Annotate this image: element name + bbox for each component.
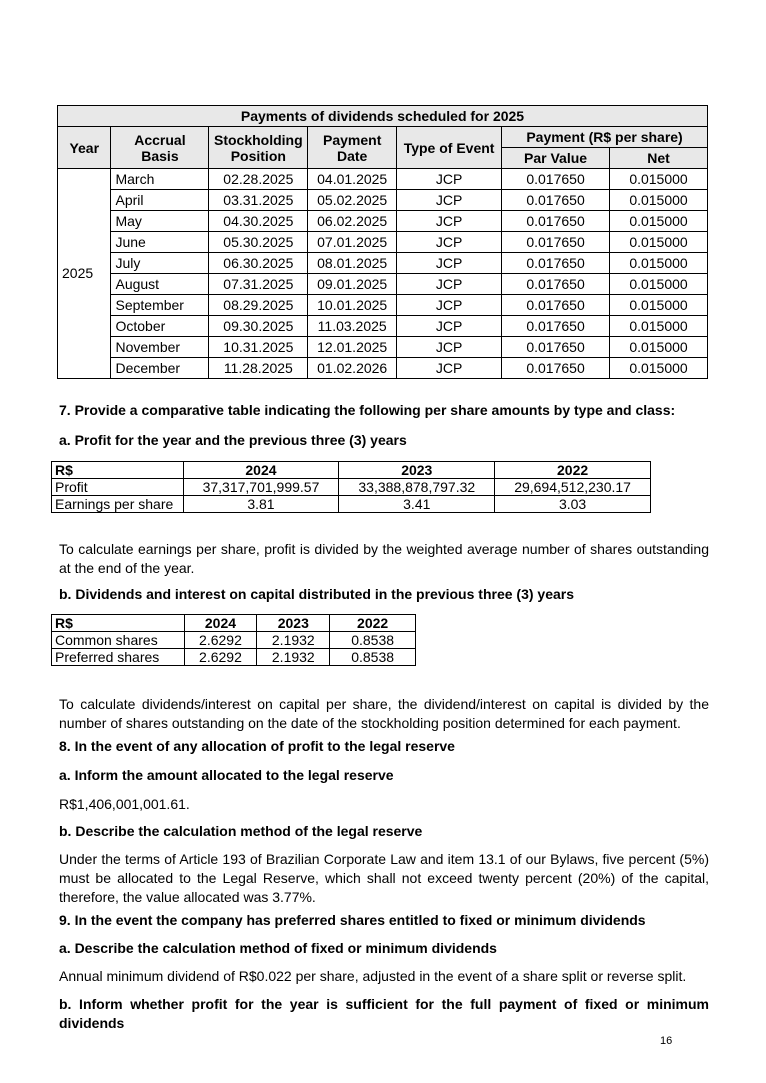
stockholding-position: 10.31.2025 — [209, 337, 308, 358]
table-row — [58, 211, 708, 232]
minimum-dividend-method: Annual minimum dividend of R$0.022 per share, adjusted in the event of a share split or reverse split. — [59, 968, 687, 984]
payment-date: 08.01.2025 — [308, 253, 397, 274]
stockholding-position: 05.30.2025 — [209, 232, 308, 253]
cell: 2.1932 — [257, 632, 330, 649]
table-row — [58, 358, 708, 379]
page-number: 16 — [660, 1035, 673, 1047]
header-par-value: Par Value — [502, 148, 610, 169]
event-type: JCP — [397, 316, 502, 337]
profit-table-header: 2024 — [183, 462, 339, 479]
dividends-table-header: R$ — [52, 615, 185, 632]
par-value: 0.017650 — [502, 316, 610, 337]
section-7b-note: To calculate dividends/interest on capital per share, the dividend/interest on capital is divided by the number of shares outstanding on the date of the stockholding position determined for each payment. — [59, 696, 709, 731]
par-value: 0.017650 — [502, 211, 610, 232]
stockholding-position: 07.31.2025 — [209, 274, 308, 295]
cell: 3.81 — [183, 496, 339, 513]
section-8a-heading: a. Inform the amount allocated to the legal reserve — [59, 767, 394, 783]
payment-date: 04.01.2025 — [308, 169, 397, 190]
section-8b-heading: b. Describe the calculation method of the legal reserve — [59, 823, 423, 839]
net-value: 0.015000 — [610, 274, 708, 295]
stockholding-position: 09.30.2025 — [209, 316, 308, 337]
section-7-heading: 7. Provide a comparative table indicating the following per share amounts by type and class: — [59, 402, 676, 418]
net-value: 0.015000 — [610, 316, 708, 337]
section-9b-heading: b. Inform whether profit for the year is sufficient for the full payment of fixed or minimum dividends — [59, 996, 709, 1031]
net-value: 0.015000 — [610, 295, 708, 316]
table-row — [58, 169, 708, 190]
cell: 37,317,701,999.57 — [183, 479, 339, 496]
row-label: Profit — [52, 479, 184, 496]
dividends-table-header: 2024 — [184, 615, 257, 632]
table-row — [58, 274, 708, 295]
par-value: 0.017650 — [502, 169, 610, 190]
accrual-month: May — [111, 211, 209, 232]
event-type: JCP — [397, 169, 502, 190]
stockholding-position: 02.28.2025 — [209, 169, 308, 190]
section-7a-note: To calculate earnings per share, profit is divided by the weighted average number of shares outstanding at the end of the year. — [59, 541, 709, 576]
accrual-month: March — [111, 169, 209, 190]
schedule-body — [58, 169, 708, 379]
par-value: 0.017650 — [502, 190, 610, 211]
payment-date: 10.01.2025 — [308, 295, 397, 316]
par-value: 0.017650 — [502, 253, 610, 274]
stockholding-position: 06.30.2025 — [209, 253, 308, 274]
row-label: Earnings per share — [52, 496, 184, 513]
table-row — [58, 253, 708, 274]
dividends-table-header: 2023 — [257, 615, 330, 632]
accrual-month: June — [111, 232, 209, 253]
row-label: Preferred shares — [52, 649, 185, 666]
cell: 0.8538 — [330, 632, 416, 649]
cell: 2.1932 — [257, 649, 330, 666]
section-8-heading: 8. In the event of any allocation of profit to the legal reserve — [59, 738, 455, 754]
table-row — [52, 479, 651, 496]
table-row — [58, 232, 708, 253]
cell: 0.8538 — [330, 649, 416, 666]
event-type: JCP — [397, 253, 502, 274]
profit-table — [51, 461, 651, 513]
dividends-per-share-table — [51, 614, 416, 666]
payment-date: 09.01.2025 — [308, 274, 397, 295]
dividends-schedule-table — [57, 105, 708, 379]
cell: 33,388,878,797.32 — [339, 479, 495, 496]
par-value: 0.017650 — [502, 358, 610, 379]
par-value: 0.017650 — [502, 274, 610, 295]
accrual-month: October — [111, 316, 209, 337]
payment-date: 06.02.2025 — [308, 211, 397, 232]
section-9-heading: 9. In the event the company has preferred shares entitled to fixed or minimum dividends — [59, 912, 646, 928]
legal-reserve-amount: R$1,406,001,001.61. — [59, 796, 190, 812]
stockholding-position: 04.30.2025 — [209, 211, 308, 232]
accrual-month: August — [111, 274, 209, 295]
table-row — [52, 632, 416, 649]
payment-date: 11.03.2025 — [308, 316, 397, 337]
net-value: 0.015000 — [610, 211, 708, 232]
net-value: 0.015000 — [610, 358, 708, 379]
accrual-month: December — [111, 358, 209, 379]
net-value: 0.015000 — [610, 190, 708, 211]
section-7b-heading: b. Dividends and interest on capital distributed in the previous three (3) years — [59, 586, 574, 602]
accrual-month: July — [111, 253, 209, 274]
year-cell: 2025 — [58, 169, 111, 379]
table-row — [58, 295, 708, 316]
schedule-title: Payments of dividends scheduled for 2025 — [58, 106, 708, 127]
accrual-month: September — [111, 295, 209, 316]
cell: 2.6292 — [184, 632, 257, 649]
stockholding-position: 08.29.2025 — [209, 295, 308, 316]
header-accrual-basis: Accrual Basis — [111, 127, 209, 169]
par-value: 0.017650 — [502, 232, 610, 253]
cell: 3.41 — [339, 496, 495, 513]
table-row — [52, 649, 416, 666]
header-year: Year — [58, 127, 111, 169]
event-type: JCP — [397, 274, 502, 295]
table-row — [58, 190, 708, 211]
header-payment-date: Payment Date — [308, 127, 397, 169]
event-type: JCP — [397, 232, 502, 253]
section-7a-heading: a. Profit for the year and the previous three (3) years — [59, 432, 407, 448]
payment-date: 01.02.2026 — [308, 358, 397, 379]
par-value: 0.017650 — [502, 295, 610, 316]
event-type: JCP — [397, 358, 502, 379]
header-type-of-event: Type of Event — [397, 127, 502, 169]
event-type: JCP — [397, 211, 502, 232]
net-value: 0.015000 — [610, 232, 708, 253]
payment-date: 05.02.2025 — [308, 190, 397, 211]
table-row — [58, 316, 708, 337]
profit-table-header: R$ — [52, 462, 184, 479]
dividends-table-header: 2022 — [330, 615, 416, 632]
section-9a-heading: a. Describe the calculation method of fixed or minimum dividends — [59, 940, 497, 956]
event-type: JCP — [397, 295, 502, 316]
row-label: Common shares — [52, 632, 185, 649]
profit-table-header: 2022 — [495, 462, 651, 479]
cell: 29,694,512,230.17 — [495, 479, 651, 496]
payment-date: 12.01.2025 — [308, 337, 397, 358]
profit-table-header: 2023 — [339, 462, 495, 479]
cell: 3.03 — [495, 496, 651, 513]
header-payment-per-share: Payment (R$ per share) — [502, 127, 708, 148]
table-row — [52, 496, 651, 513]
header-net: Net — [610, 148, 708, 169]
accrual-month: November — [111, 337, 209, 358]
net-value: 0.015000 — [610, 169, 708, 190]
net-value: 0.015000 — [610, 253, 708, 274]
stockholding-position: 11.28.2025 — [209, 358, 308, 379]
legal-reserve-method: Under the terms of Article 193 of Brazilian Corporate Law and item 13.1 of our Bylaws, five percent (5%) must be allocated to the Legal Reserve, which shall not exceed twenty percent (20%) of the capital, therefore, the value allocated was 3.77%. — [59, 851, 709, 905]
header-stockholding-position: Stockholding Position — [209, 127, 308, 169]
stockholding-position: 03.31.2025 — [209, 190, 308, 211]
payment-date: 07.01.2025 — [308, 232, 397, 253]
event-type: JCP — [397, 190, 502, 211]
cell: 2.6292 — [184, 649, 257, 666]
accrual-month: April — [111, 190, 209, 211]
event-type: JCP — [397, 337, 502, 358]
par-value: 0.017650 — [502, 337, 610, 358]
table-row — [58, 337, 708, 358]
net-value: 0.015000 — [610, 337, 708, 358]
